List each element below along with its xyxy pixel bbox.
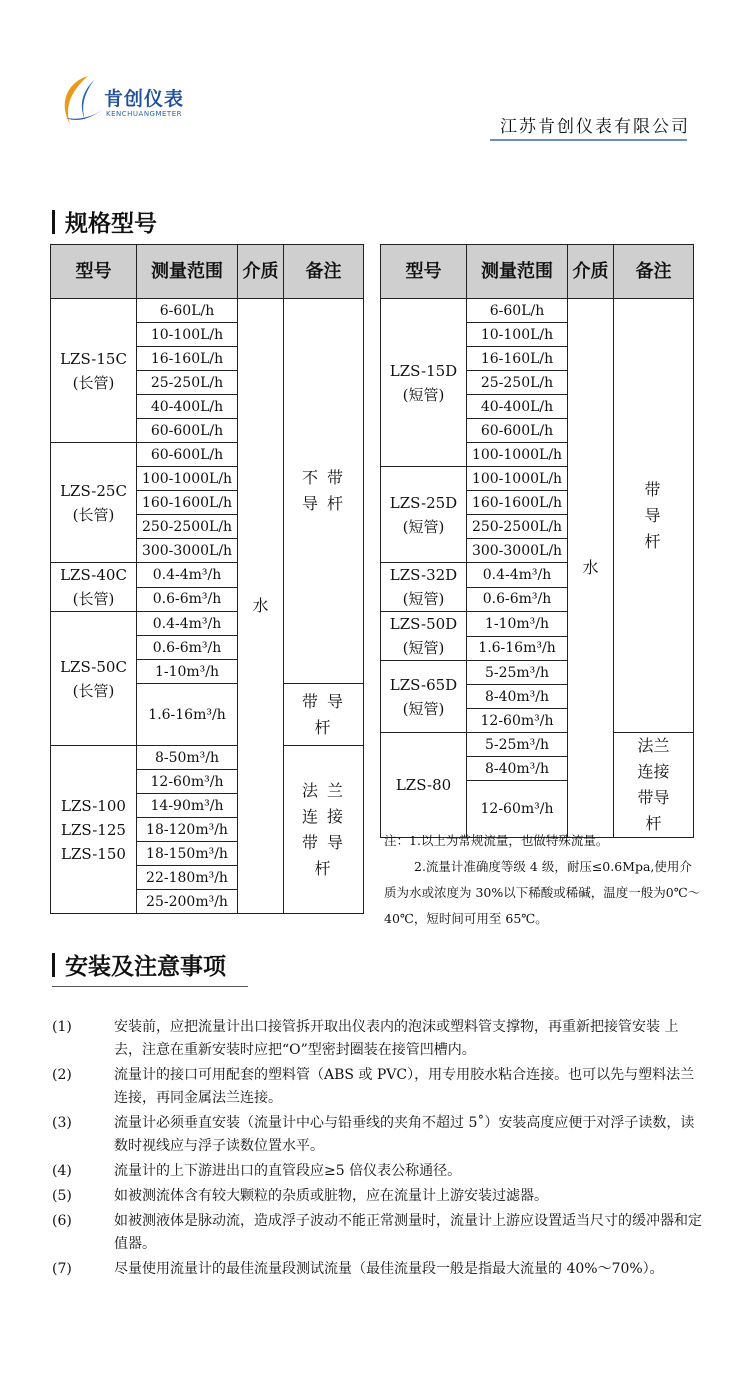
- model-name: LZS-65D: [389, 675, 458, 694]
- spec-section-title: [52, 205, 157, 238]
- model-name: LZS-32D: [389, 566, 458, 584]
- model-sub: (短管): [402, 590, 445, 608]
- company-logo: [58, 72, 218, 132]
- medium-cell: 水: [238, 299, 284, 914]
- range-cell: 60-600L/h: [137, 443, 238, 467]
- range-cell: 8-40m³/h: [467, 757, 568, 781]
- item-number: (6): [52, 1213, 72, 1229]
- spec-table-left: [50, 244, 364, 914]
- model-cell: [51, 299, 137, 443]
- range-cell: 5-25m³/h: [467, 733, 568, 757]
- range-cell: 25-200m³/h: [137, 890, 238, 914]
- model-cell: [381, 299, 467, 467]
- range-cell: 8-50m³/h: [137, 746, 238, 770]
- range-cell: 1.6-16m³/h: [467, 636, 568, 661]
- range-cell: 250-2500L/h: [467, 515, 568, 539]
- spec-table-right: [380, 244, 694, 838]
- range-cell: 6-60L/h: [467, 299, 568, 323]
- range-cell: 40-400L/h: [137, 395, 238, 419]
- range-cell: 60-600L/h: [467, 419, 568, 443]
- model-cell: [381, 612, 467, 661]
- range-cell: 6-60L/h: [137, 299, 238, 323]
- range-cell: 1.6-16m³/h: [137, 684, 238, 746]
- range-cell: 14-90m³/h: [137, 794, 238, 818]
- note-text: 法兰 连接 带导 杆: [637, 736, 670, 833]
- item-number: (2): [52, 1067, 72, 1083]
- item-text: 流量计的上下游进出口的直管段应≥5 倍仪表公称通径。: [114, 1163, 462, 1179]
- list-item: [52, 1112, 702, 1158]
- item-text: 流量计必须垂直安装（流量计中心与铅垂线的夹角不超过 5˚）安装高度应便于对浮子读数，读数时视线应与浮子读数位置水平。: [114, 1115, 695, 1154]
- logo-chinese-text: 肯创仪表: [104, 88, 185, 110]
- model-name: LZS-150: [61, 844, 126, 863]
- model-name: LZS-125: [61, 820, 126, 839]
- list-item: [52, 1185, 702, 1208]
- item-text: 如被测液体是脉动流，造成浮子波动不能正常测量时，流量计上游应设置适当尺寸的缓冲器和定值器。: [114, 1213, 702, 1252]
- model-name: LZS-15D: [389, 361, 458, 380]
- model-sub: (短管): [402, 699, 445, 718]
- note-cell: [284, 299, 364, 684]
- medium-cell: 水: [568, 299, 614, 838]
- list-item: [52, 1160, 702, 1183]
- range-cell: 10-100L/h: [467, 323, 568, 347]
- item-number: (3): [52, 1115, 72, 1131]
- range-cell: 12-60m³/h: [137, 770, 238, 794]
- model-sub: (短管): [402, 385, 445, 404]
- page-header: [0, 0, 750, 150]
- item-text: 如被测流体含有较大颗粒的杂质或脏物，应在流量计上游安装过滤器。: [114, 1188, 548, 1204]
- model-sub: (短管): [402, 639, 445, 657]
- model-name: LZS-25C: [60, 481, 127, 500]
- list-item: [52, 1064, 702, 1110]
- model-name: LZS-40C: [60, 566, 127, 584]
- model-cell: [381, 733, 467, 838]
- note-cell: [614, 733, 694, 838]
- range-cell: 40-400L/h: [467, 395, 568, 419]
- range-cell: 12-60m³/h: [467, 781, 568, 838]
- model-cell: [51, 612, 137, 746]
- model-cell: [51, 443, 137, 563]
- range-cell: 8-40m³/h: [467, 685, 568, 709]
- note-line-2: 2.流量计准确度等级 4 级，耐压≤0.6Mpa,使用介质为水或浓度为 30%以下稀酸或稀碱，温度一般为0℃～40℃，短时间可用至 65℃。: [384, 859, 701, 926]
- range-cell: 0.6-6m³/h: [137, 636, 238, 660]
- model-name: LZS-50D: [389, 615, 458, 633]
- model-cell: [381, 661, 467, 733]
- note-text: 带 导 杆: [644, 479, 663, 551]
- spec-notes: [384, 828, 704, 932]
- range-cell: 100-1000L/h: [137, 467, 238, 491]
- col-header-model: 型号: [51, 245, 137, 299]
- model-cell: [51, 746, 137, 914]
- range-cell: 0.6-6m³/h: [137, 587, 238, 612]
- header-divider: [490, 139, 687, 141]
- list-item: [52, 1210, 702, 1256]
- model-sub: (短管): [402, 517, 445, 536]
- model-name: LZS-15C: [60, 349, 127, 368]
- model-sub: (长管): [72, 590, 115, 608]
- range-cell: 100-1000L/h: [467, 443, 568, 467]
- model-name: LZS-80: [395, 776, 452, 794]
- range-cell: 60-600L/h: [137, 419, 238, 443]
- model-name: LZS-50C: [60, 657, 127, 676]
- range-cell: 5-25m³/h: [467, 661, 568, 685]
- range-cell: 0.4-4m³/h: [137, 563, 238, 588]
- list-item: [52, 1016, 702, 1062]
- range-cell: 16-160L/h: [137, 347, 238, 371]
- item-number: (1): [52, 1019, 72, 1035]
- note-cell: [284, 684, 364, 746]
- model-sub: (长管): [72, 505, 115, 524]
- model-cell: [51, 563, 137, 612]
- range-cell: 160-1600L/h: [467, 491, 568, 515]
- col-header-range: 测量范围: [137, 245, 238, 299]
- range-cell: 16-160L/h: [467, 347, 568, 371]
- install-list: [52, 1016, 702, 1283]
- model-sub: (长管): [72, 681, 115, 700]
- install-section-title: [52, 948, 226, 981]
- item-text: 尽量使用流量计的最佳流量段测试流量（最佳流量段一般是指最大流量的 40%～70%）。: [114, 1261, 664, 1277]
- item-number: (7): [52, 1261, 72, 1277]
- range-cell: 25-250L/h: [137, 371, 238, 395]
- note-cell: [614, 299, 694, 733]
- range-cell: 100-1000L/h: [467, 467, 568, 491]
- note-line-1: 注：1.以上为常规流量，也做特殊流量。: [384, 833, 609, 848]
- range-cell: 1-10m³/h: [137, 660, 238, 684]
- title-underline: [52, 986, 248, 987]
- install-title-text: 安装及注意事项: [65, 954, 226, 980]
- model-cell: [381, 467, 467, 563]
- note-text: 法 兰 连 接 带 导 杆: [301, 780, 346, 878]
- range-cell: 160-1600L/h: [137, 491, 238, 515]
- range-cell: 0.4-4m³/h: [137, 612, 238, 636]
- item-text: 安装前，应把流量计出口接管拆开取出仪表内的泡沫或塑料管支撑物，再重新把接管安装 上去，注意在重新安装时应把“O”型密封圈装在接管凹槽内。: [114, 1019, 679, 1058]
- range-cell: 10-100L/h: [137, 323, 238, 347]
- range-cell: 0.6-6m³/h: [467, 587, 568, 612]
- note-text: 不 带 导 杆: [301, 468, 346, 513]
- col-header-range: 测量范围: [467, 245, 568, 299]
- range-cell: 0.4-4m³/h: [467, 563, 568, 588]
- col-header-note: 备注: [614, 245, 694, 299]
- logo-english-text: KENCHUANGMETER: [106, 110, 182, 118]
- title-bar: [52, 210, 55, 234]
- range-cell: 12-60m³/h: [467, 709, 568, 733]
- note-cell: [284, 746, 364, 914]
- col-header-model: 型号: [381, 245, 467, 299]
- col-header-medium: 介质: [568, 245, 614, 299]
- note-text: 带 导 杆: [301, 691, 346, 737]
- range-cell: 1-10m³/h: [467, 612, 568, 637]
- range-cell: 300-3000L/h: [467, 539, 568, 563]
- model-sub: (长管): [72, 373, 115, 392]
- col-header-medium: 介质: [238, 245, 284, 299]
- logo-swoosh-icon: [58, 72, 106, 130]
- range-cell: 22-180m³/h: [137, 866, 238, 890]
- model-cell: [381, 563, 467, 612]
- item-number: (5): [52, 1188, 72, 1204]
- list-item: [52, 1258, 702, 1281]
- col-header-note: 备注: [284, 245, 364, 299]
- model-name: LZS-25D: [389, 493, 458, 512]
- range-cell: 18-120m³/h: [137, 818, 238, 842]
- company-name: 江苏肯创仪表有限公司: [500, 117, 690, 137]
- range-cell: 300-3000L/h: [137, 539, 238, 563]
- item-number: (4): [52, 1163, 72, 1179]
- range-cell: 18-150m³/h: [137, 842, 238, 866]
- spec-title-text: 规格型号: [65, 211, 157, 237]
- title-bar: [52, 953, 55, 977]
- range-cell: 25-250L/h: [467, 371, 568, 395]
- item-text: 流量计的接口可用配套的塑料管（ABS 或 PVC），用专用胶水粘合连接。也可以先与塑料法兰连接，再同金属法兰连接。: [114, 1067, 695, 1106]
- model-name: LZS-100: [61, 796, 126, 815]
- range-cell: 250-2500L/h: [137, 515, 238, 539]
